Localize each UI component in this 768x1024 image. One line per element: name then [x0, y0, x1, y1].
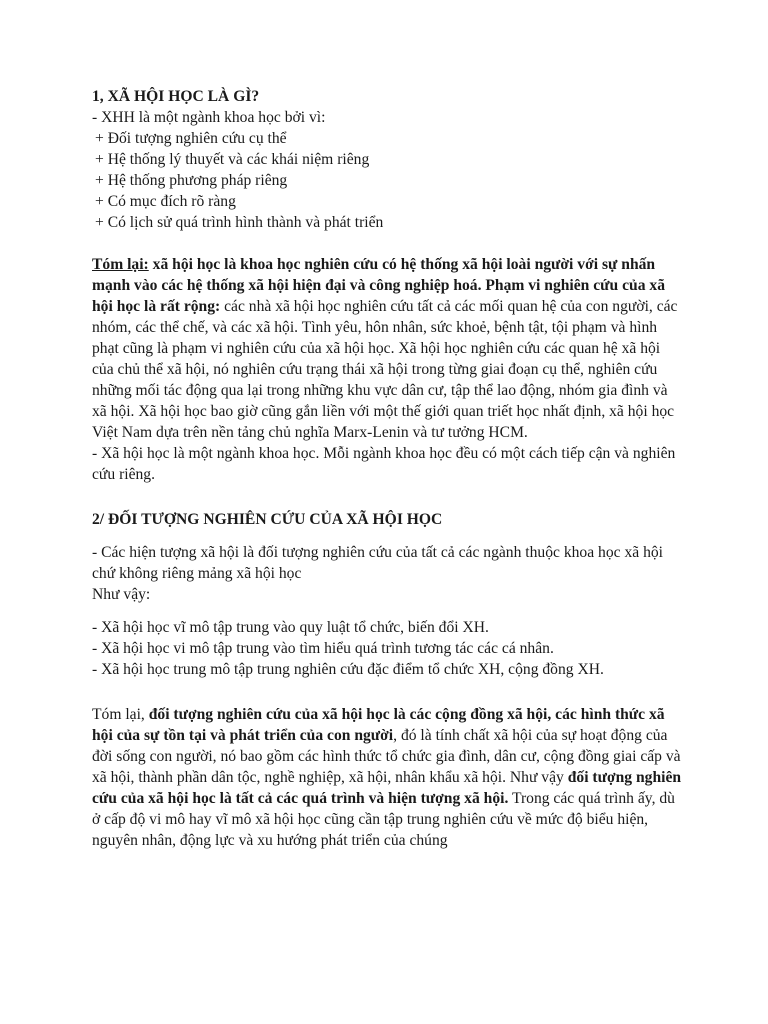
list-item: + Đối tượng nghiên cứu cụ thể — [95, 130, 287, 147]
section1-intro: - XHH là một ngành khoa học bởi vì: — [92, 109, 326, 126]
section2-heading: 2/ ĐỐI TƯỢNG NGHIÊN CỨU CỦA XÃ HỘI HỌC — [92, 511, 443, 528]
summary-text: , đó là tính chất xã hội của sự hoạt động của đời sống con người, nó bao gồm các hình thức tổ chức gia đình, dân cư, cộng đồng giai cấp và xã hội, thành phần dân tộc, nghề nghiệp, xã hội, nhân khẩu xã hội. Như vậy — [92, 727, 681, 786]
section1-reasons-list — [92, 128, 682, 233]
section2-levels-list — [92, 617, 682, 680]
list-item: - Xã hội học trung mô tập trung nghiên cứu đặc điểm tổ chức XH, cộng đồng XH. — [92, 661, 604, 678]
section1-closing: - Xã hội học là một ngành khoa học. Mỗi ngành khoa học đều có một cách tiếp cận và nghiên cứu riêng. — [92, 445, 676, 483]
summary-bold-text: đối tượng nghiên cứu của xã hội học là các cộng đồng xã hội, các hình thức xã hội của sự tồn tại và phát triển của con người — [92, 706, 665, 744]
list-item: + Hệ thống phương pháp riêng — [95, 172, 288, 189]
section2-intro: - Các hiện tượng xã hội là đối tượng nghiên cứu của tất cả các ngành thuộc khoa học xã hội chứ không riêng mảng xã hội học — [92, 544, 663, 582]
list-item: + Có mục đích rõ ràng — [95, 193, 236, 210]
section1-summary-paragraph — [92, 254, 682, 443]
summary-bold-text: đối tượng nghiên cứu của xã hội học là tất cả các quá trình và hiện tượng xã hội. — [92, 769, 682, 807]
list-item: + Hệ thống lý thuyết và các khái niệm riêng — [95, 151, 370, 168]
list-item: - Xã hội học vi mô tập trung vào tìm hiểu quá trình tương tác các cá nhân. — [92, 640, 554, 657]
list-item: + Có lịch sử quá trình hình thành và phát triển — [95, 214, 384, 231]
summary-text: Tóm lại, — [92, 706, 149, 723]
summary-text: các nhà xã hội học nghiên cứu tất cả các mối quan hệ của con người, các nhóm, các thể chế, và các xã hội. Tình yêu, hôn nhân, sức khoẻ, bệnh tật, tội phạm và hình phạt cũng là phạm vi nghiên cứu của xã hội học. Xã hội học nghiên cứu các quan hệ xã hội của chủ thể xã hội, nó nghiên cứu trạng thái xã hội trong từng giai đoạn cụ thể, nghiên cứu những mối tác động qua lại trong những khu vực dân cư, tập thể lao động, nhóm gia đình và xã hội. Xã hội học bao giờ cũng gắn liền với một thế giới quan triết học nhất định, xã hội học Việt Nam dựa trên nền tảng chủ nghĩa Marx-Lenin và tư tưởng HCM. — [92, 298, 678, 441]
section2-nhu-vay: Như vậy: — [92, 586, 151, 603]
section2-summary-paragraph — [92, 704, 682, 851]
summary-label: Tóm lại: — [92, 256, 149, 273]
summary-text: Trong các quá trình ấy, dù ở cấp độ vi mô hay vĩ mô xã hội học cũng cần tập trung nghiên cứu về mức độ biểu hiện, nguyên nhân, động lực và xu hướng phát triển của chúng — [92, 790, 675, 849]
list-item: - Xã hội học vĩ mô tập trung vào quy luật tổ chức, biến đổi XH. — [92, 619, 489, 636]
summary-bold-text: xã hội học là khoa học nghiên cứu có hệ thống xã hội loài người với sự nhấn mạnh vào các hệ thống xã hội hiện đại và công nghiệp hoá. Phạm vi nghiên cứu của xã hội học là rất rộng: — [92, 256, 665, 315]
section1-heading: 1, XÃ HỘI HỌC LÀ GÌ? — [92, 88, 260, 105]
document-page — [92, 86, 682, 851]
